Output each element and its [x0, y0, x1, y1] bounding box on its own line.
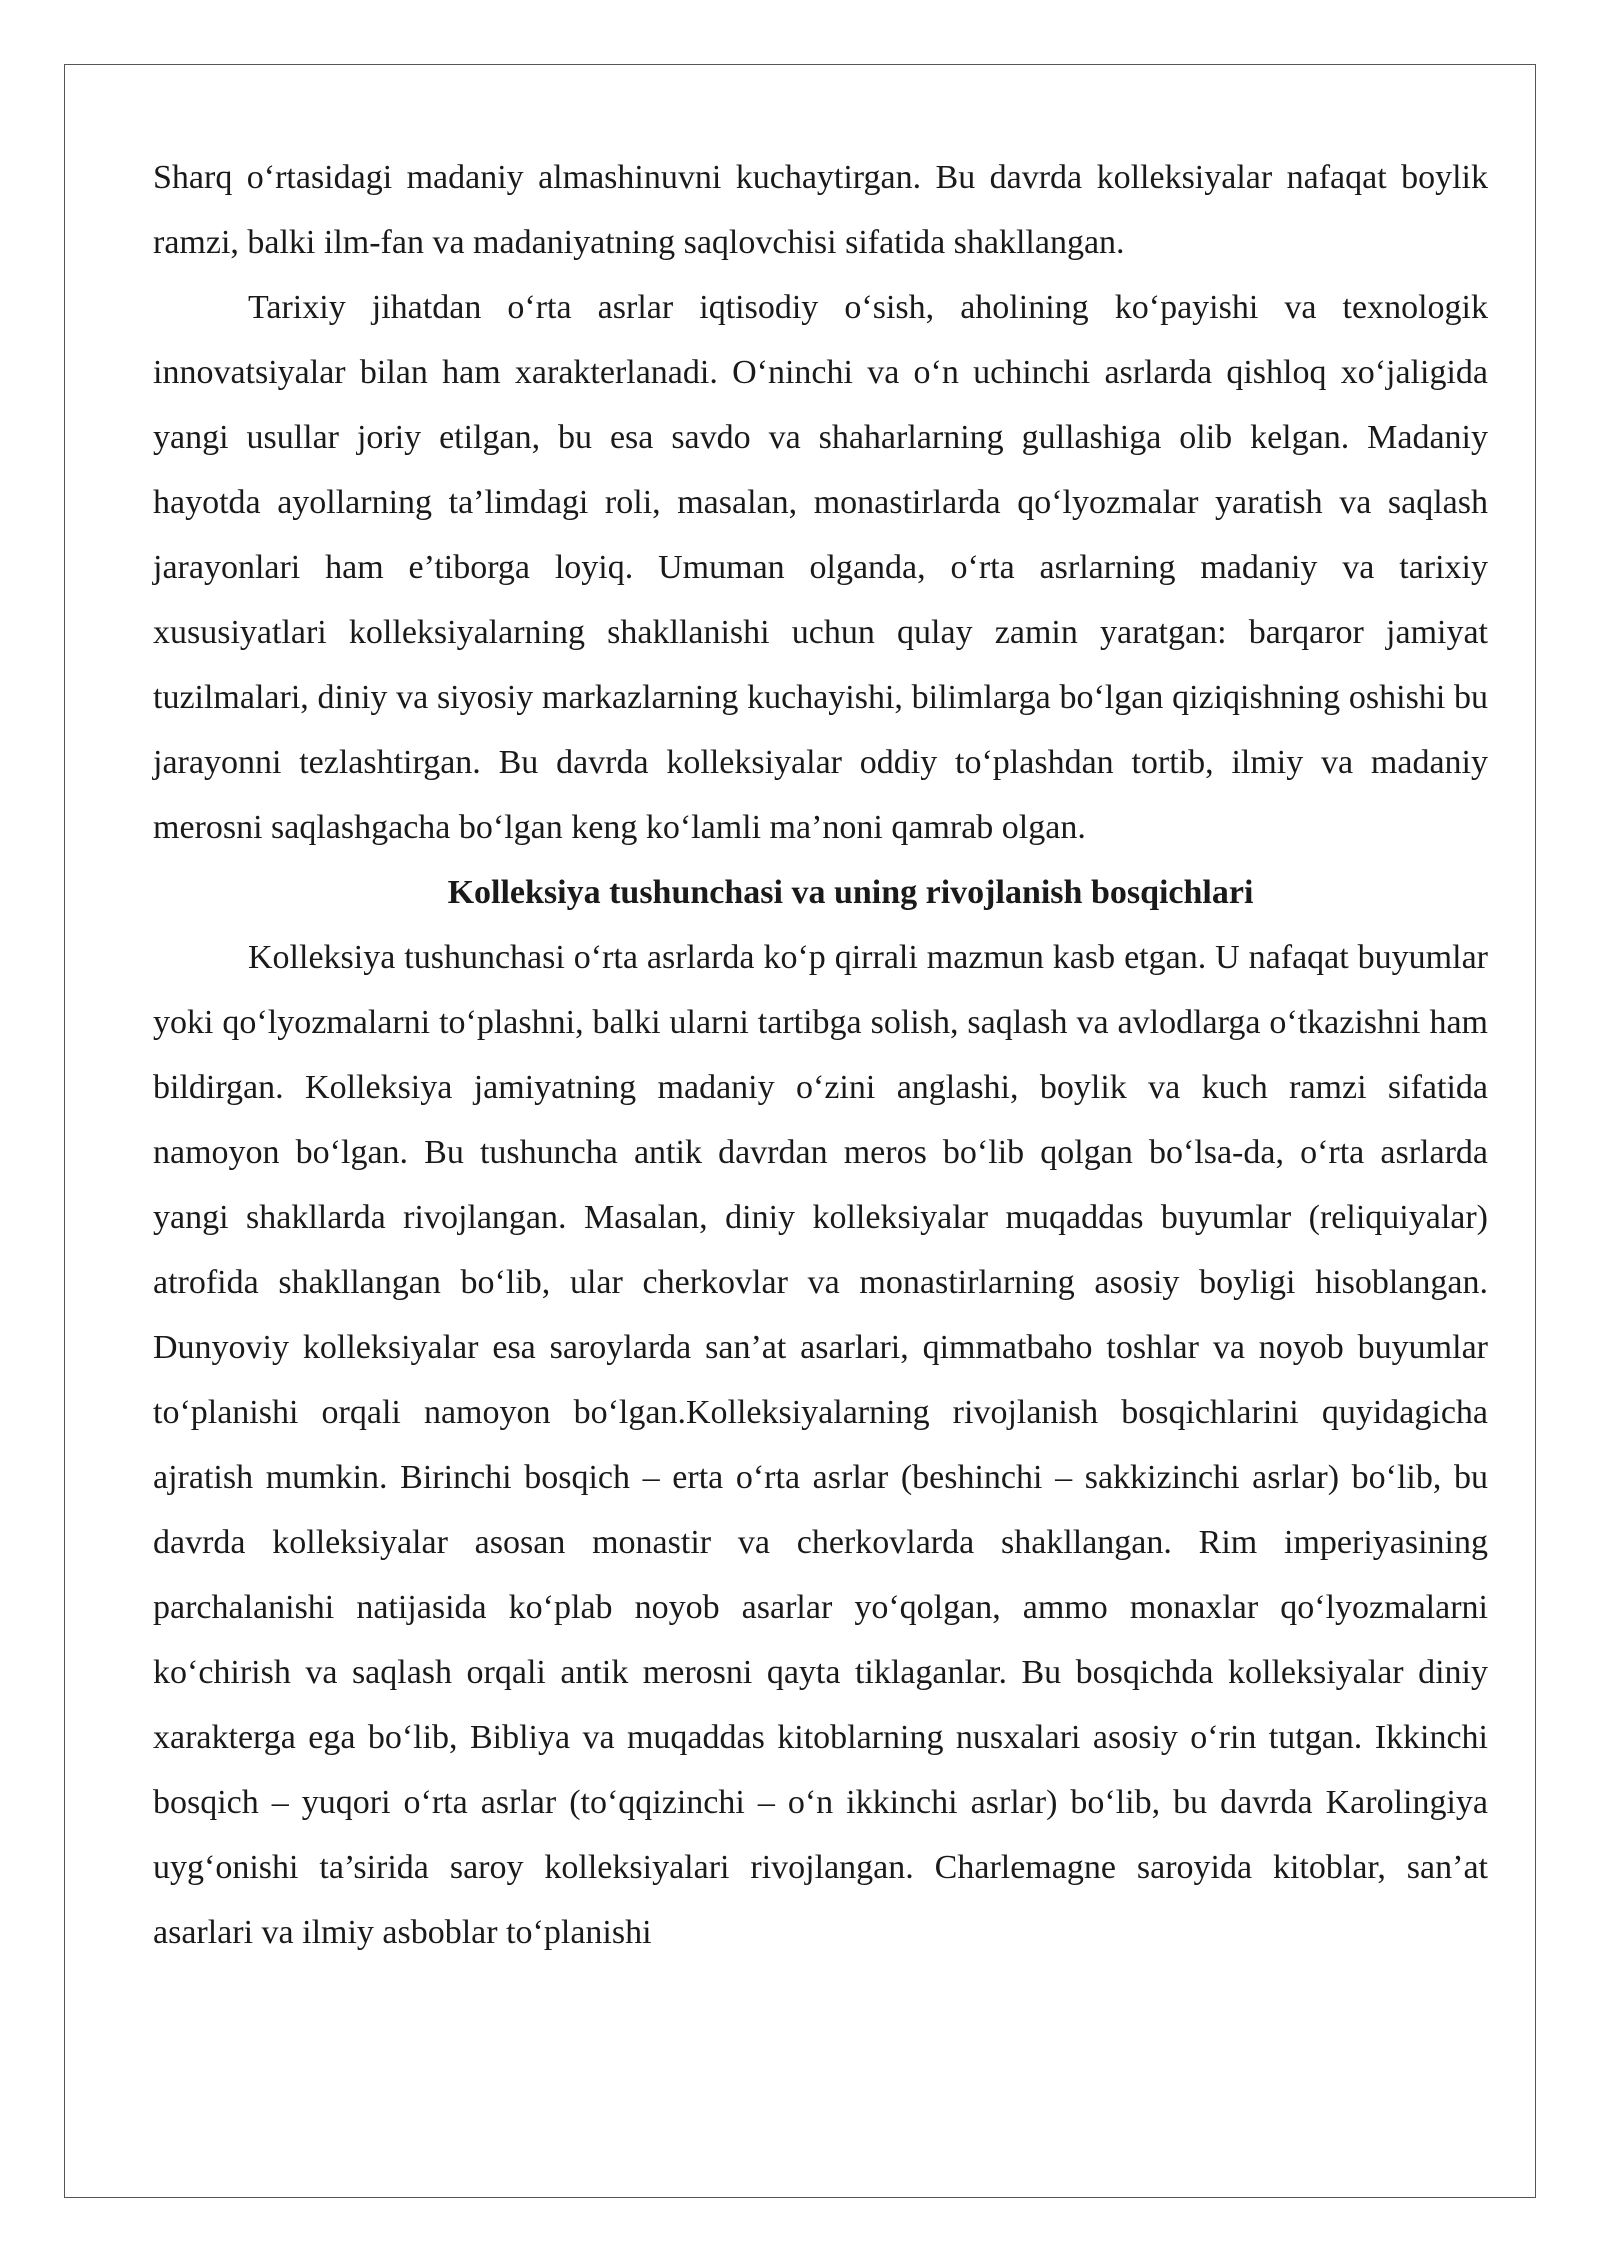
- paragraph-2: Tarixiy jihatdan o‘rta asrlar iqtisodiy o‘sish, aholining ko‘payishi va texnologik innovatsiyalar bilan ham xarakterlanadi. O‘ninchi va o‘n uchinchi asrlarda qishloq xo‘jaligida yangi usullar joriy etilgan, bu esa savdo va shaharlarning gullashiga olib kelgan. Madaniy hayotda ayollarning ta’limdagi roli, masalan, monastirlarda qo‘lyozmalar yaratish va saqlash jarayonlari ham e’tiborga loyiq. Umuman olganda, o‘rta asrlarning madaniy va tarixiy xususiyatlari kolleksiyalarning shakllanishi uchun qulay zamin yaratgan: barqaror jamiyat tuzilmalari, diniy va siyosiy markazlarning kuchayishi, bilimlarga bo‘lgan qiziqishning oshishi bu jarayonni tezlashtirgan. Bu davrda kolleksiyalar oddiy to‘plashdan tortib, ilmiy va madaniy merosni saqlashgacha bo‘lgan keng ko‘lamli ma’noni qamrab olgan.: [153, 289, 1488, 846]
- paragraph-1: Sharq o‘rtasidagi madaniy almashinuvni kuchaytirgan. Bu davrda kolleksiyalar nafaqat boylik ramzi, balki ilm-fan va madaniyatning saqlovchisi sifatida shakllangan.: [153, 159, 1488, 261]
- paragraph-3: Kolleksiya tushunchasi o‘rta asrlarda ko‘p qirrali mazmun kasb etgan. U nafaqat buyumlar yoki qo‘lyozmalarni to‘plashni, balki ularni tartibga solish, saqlash va avlodlarga o‘tkazishni ham bildirgan. Kolleksiya jamiyatning madaniy o‘zini anglashi, boylik va kuch ramzi sifatida namoyon bo‘lgan. Bu tushuncha antik davrdan meros bo‘lib qolgan bo‘lsa-da, o‘rta asrlarda yangi shakllarda rivojlangan. Masalan, diniy kolleksiyalar muqaddas buyumlar (reliquiyalar) atrofida shakllangan bo‘lib, ular cherkovlar va monastirlarning asosiy boyligi hisoblangan. Dunyoviy kolleksiyalar esa saroylarda san’at asarlari, qimmatbaho toshlar va noyob buyumlar to‘planishi orqali namoyon bo‘lgan.Kolleksiyalarning rivojlanish bosqichlarini quyidagicha ajratish mumkin. Birinchi bosqich – erta o‘rta asrlar (beshinchi – sakkizinchi asrlar) bo‘lib, bu davrda kolleksiyalar asosan monastir va cherkovlarda shakllangan. Rim imperiyasining parchalanishi natijasida ko‘plab noyob asarlar yo‘qolgan, ammo monaxlar qo‘lyozmalarni ko‘chirish va saqlash orqali antik merosni qayta tiklaganlar. Bu bosqichda kolleksiyalar diniy xarakterga ega bo‘lib, Bibliya va muqaddas kitoblarning nusxalari asosiy o‘rin tutgan. Ikkinchi bosqich – yuqori o‘rta asrlar (to‘qqizinchi – o‘n ikkinchi asrlar) bo‘lib, bu davrda Karolingiya uyg‘onishi ta’sirida saroy kolleksiyalari rivojlangan. Charlemagne saroyida kitoblar, san’at asarlari va ilmiy asboblar to‘planishi: [153, 939, 1488, 1951]
- document-body: [153, 145, 1488, 1965]
- section-heading: Kolleksiya tushunchasi va uning rivojlanish bosqichlari: [447, 874, 1254, 911]
